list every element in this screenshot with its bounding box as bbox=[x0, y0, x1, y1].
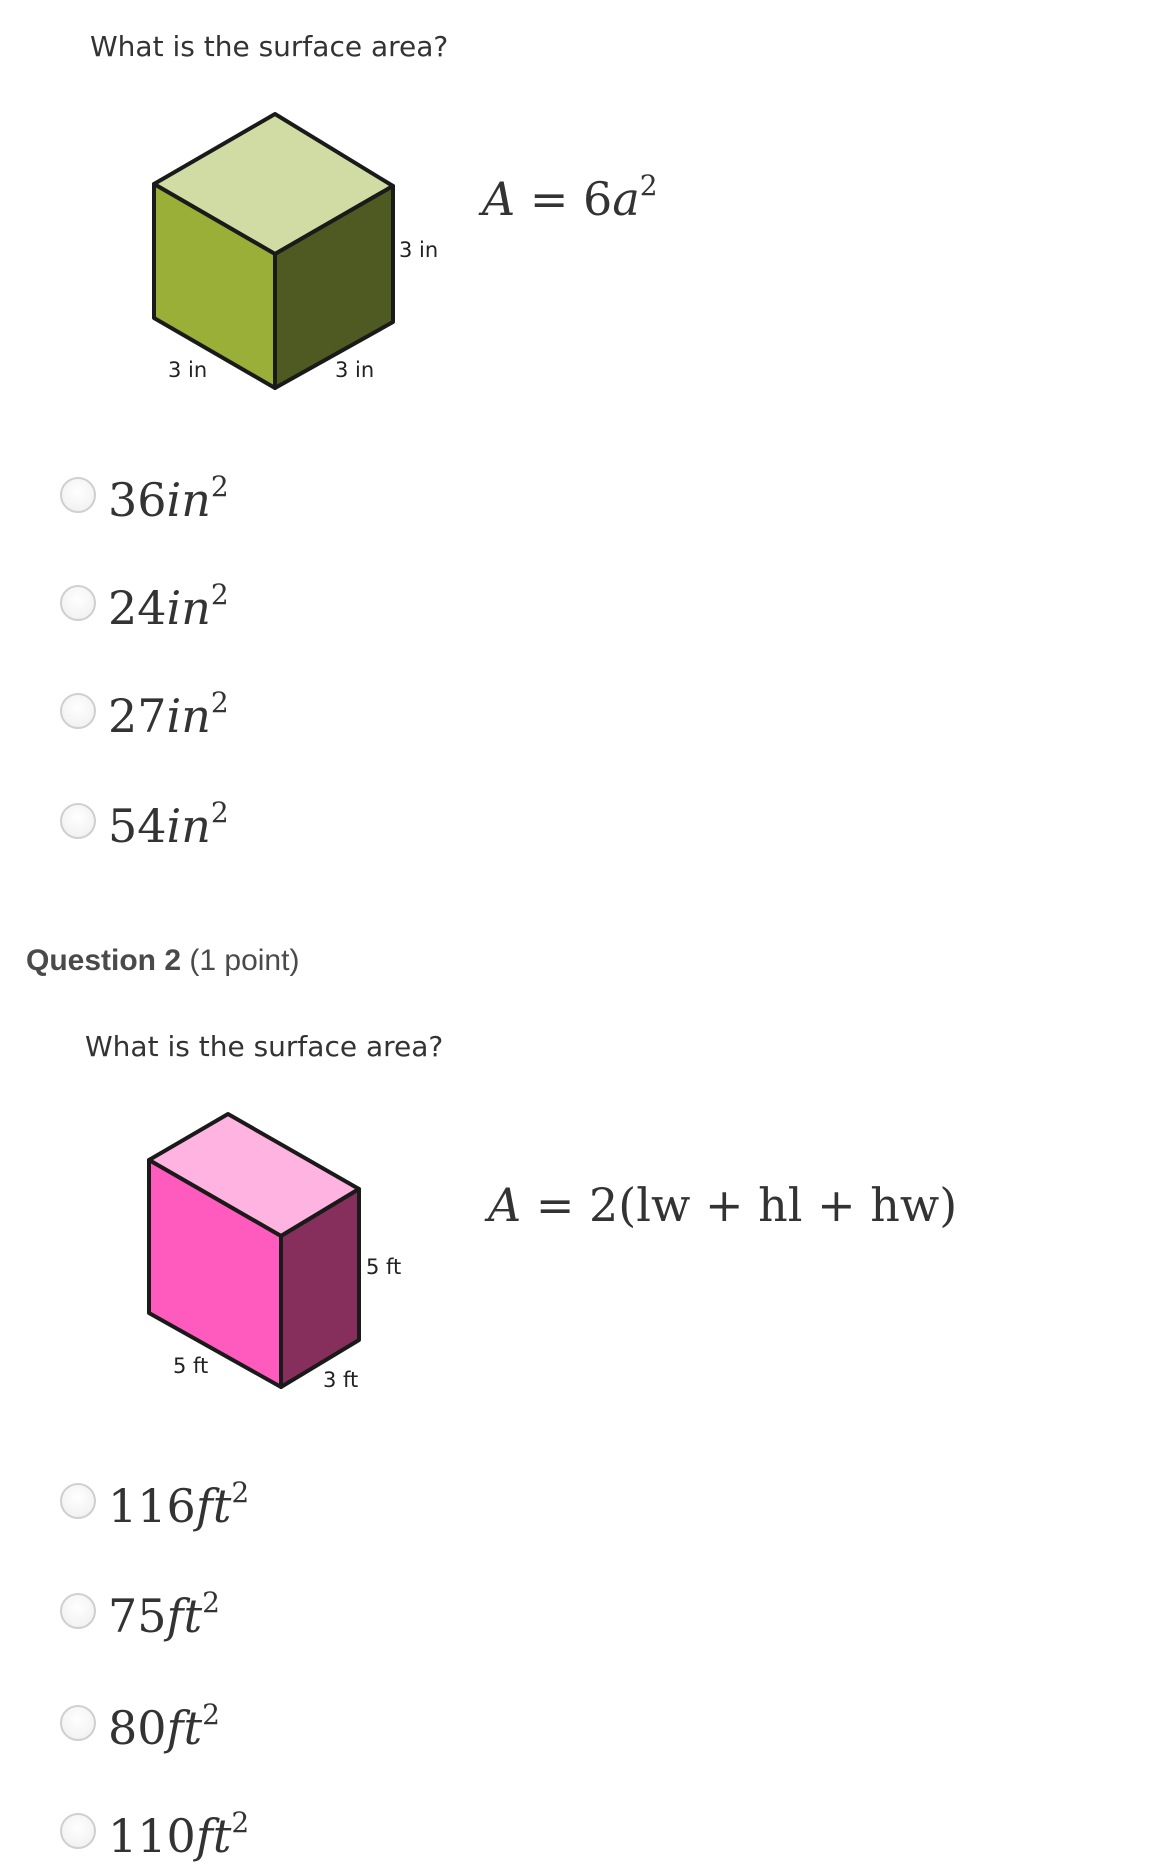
formula-coef: 6 bbox=[583, 172, 613, 226]
q1-option-1[interactable] bbox=[60, 470, 229, 530]
option-number: 36 bbox=[108, 473, 167, 527]
option-exponent: 2 bbox=[231, 1806, 250, 1839]
question-points: (1 point) bbox=[189, 944, 300, 977]
option-label bbox=[108, 1476, 250, 1533]
cube-label-bottom: 3 in bbox=[335, 358, 375, 382]
option-exponent: 2 bbox=[231, 1476, 250, 1509]
option-unit: in bbox=[166, 581, 211, 635]
option-label bbox=[108, 796, 229, 853]
prism-figure bbox=[130, 1100, 450, 1410]
option-number: 24 bbox=[108, 581, 167, 635]
option-label bbox=[108, 1586, 220, 1643]
option-exponent: 2 bbox=[202, 1698, 220, 1731]
formula-var: a bbox=[612, 172, 640, 226]
option-label bbox=[108, 1698, 220, 1755]
radio-button[interactable] bbox=[60, 1483, 96, 1519]
option-number: 110 bbox=[108, 1809, 196, 1863]
q2-option-1[interactable] bbox=[60, 1476, 249, 1536]
option-unit: ft bbox=[166, 1589, 203, 1643]
option-exponent: 2 bbox=[202, 1586, 220, 1619]
formula-rhs: 2(lw + hl + hw) bbox=[589, 1178, 958, 1232]
question-1-prompt: What is the surface area? bbox=[90, 30, 449, 63]
option-unit: in bbox=[166, 689, 211, 743]
q2-option-3[interactable] bbox=[60, 1698, 220, 1758]
option-number: 75 bbox=[108, 1589, 167, 1643]
prism-label-bottom: 3 ft bbox=[323, 1368, 359, 1392]
option-unit: ft bbox=[195, 1479, 232, 1533]
option-number: 27 bbox=[108, 689, 167, 743]
option-number: 80 bbox=[108, 1701, 167, 1755]
option-exponent: 2 bbox=[210, 686, 229, 719]
option-label bbox=[108, 686, 229, 743]
option-unit: in bbox=[166, 799, 211, 853]
prism-label-left: 5 ft bbox=[173, 1354, 209, 1378]
radio-button[interactable] bbox=[60, 1705, 96, 1741]
option-unit: in bbox=[166, 473, 211, 527]
formula-eq: = bbox=[535, 1178, 575, 1232]
formula-lhs: A bbox=[488, 1178, 522, 1232]
radio-button[interactable] bbox=[60, 1813, 96, 1849]
option-number: 54 bbox=[108, 799, 167, 853]
option-label bbox=[108, 1806, 250, 1863]
option-exponent: 2 bbox=[210, 470, 229, 503]
prism-formula bbox=[488, 1178, 957, 1232]
radio-button[interactable] bbox=[60, 1593, 96, 1629]
option-exponent: 2 bbox=[210, 796, 229, 829]
option-unit: ft bbox=[195, 1809, 232, 1863]
option-label bbox=[108, 578, 229, 635]
formula-eq: = bbox=[529, 172, 569, 226]
cube-label-left: 3 in bbox=[168, 358, 208, 382]
option-number: 116 bbox=[108, 1479, 196, 1533]
question-title: Question 2 bbox=[26, 944, 182, 977]
radio-button[interactable] bbox=[60, 693, 96, 729]
option-label bbox=[108, 470, 229, 527]
cube-figure bbox=[130, 100, 460, 410]
radio-button[interactable] bbox=[60, 585, 96, 621]
q1-option-2[interactable] bbox=[60, 578, 229, 638]
formula-lhs: A bbox=[482, 172, 516, 226]
q2-option-2[interactable] bbox=[60, 1586, 220, 1646]
formula-exp: 2 bbox=[639, 169, 658, 202]
radio-button[interactable] bbox=[60, 477, 96, 513]
prism-label-right: 5 ft bbox=[366, 1255, 402, 1279]
cube-label-right: 3 in bbox=[399, 238, 439, 262]
q1-option-3[interactable] bbox=[60, 686, 229, 746]
radio-button[interactable] bbox=[60, 803, 96, 839]
q2-option-4[interactable] bbox=[60, 1806, 249, 1866]
cube-formula bbox=[482, 169, 658, 226]
question-2-header bbox=[26, 944, 299, 978]
option-unit: ft bbox=[166, 1701, 203, 1755]
q1-option-4[interactable] bbox=[60, 796, 229, 856]
question-2-prompt: What is the surface area? bbox=[85, 1030, 444, 1063]
option-exponent: 2 bbox=[210, 578, 229, 611]
